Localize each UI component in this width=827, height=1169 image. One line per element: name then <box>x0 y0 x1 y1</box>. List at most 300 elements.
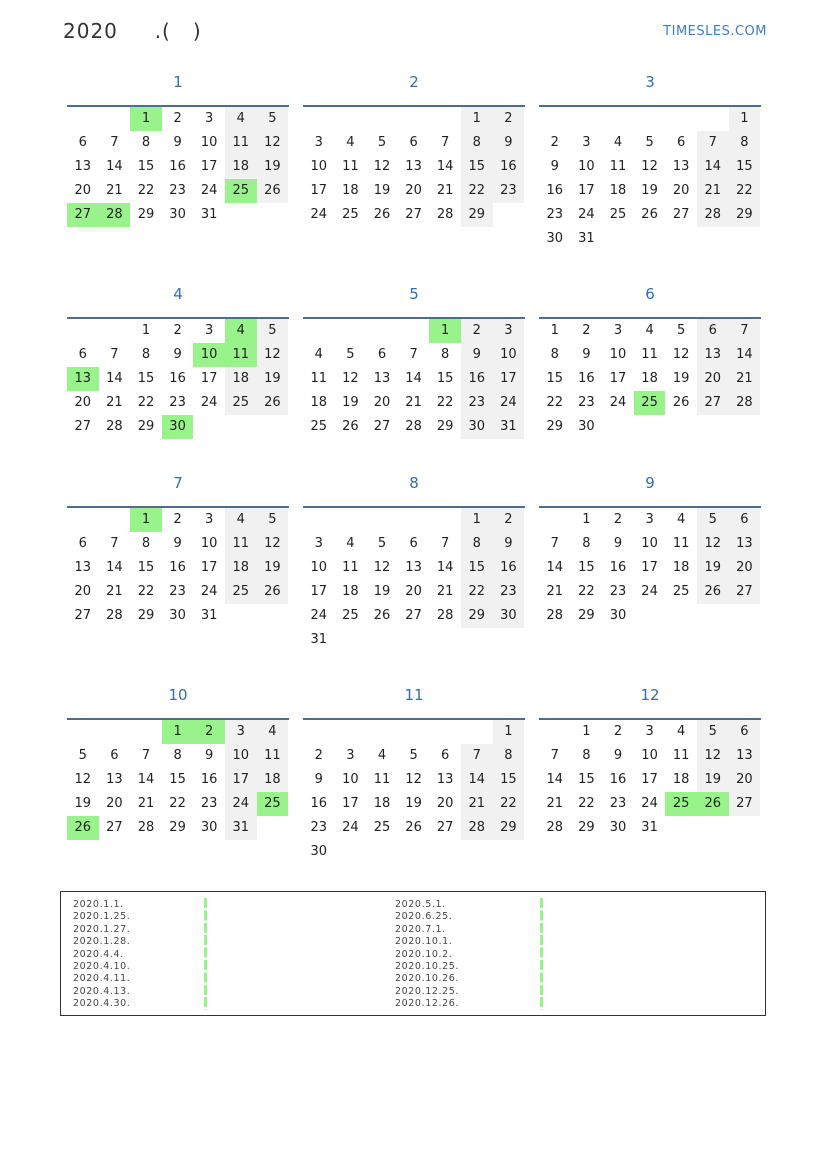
empty-cell <box>257 415 289 439</box>
month-day-grid <box>67 508 289 628</box>
day-cell: 26 <box>257 179 289 203</box>
month-day-grid <box>67 720 289 840</box>
day-cell: 3 <box>225 720 257 744</box>
day-cell: 28 <box>546 820 564 835</box>
day-cell: 24 <box>200 584 218 599</box>
day-cell: 24 <box>493 391 525 415</box>
day-cell: 28 <box>405 419 422 434</box>
month-day-grid <box>67 107 289 227</box>
day-cell: 28 <box>436 608 454 623</box>
day-cell: 20 <box>697 367 729 391</box>
day-cell: 12 <box>373 560 391 575</box>
day-cell: 24 <box>200 395 218 410</box>
day-cell: 31 <box>200 207 218 222</box>
day-cell: 26 <box>257 391 289 415</box>
day-cell: 16 <box>609 560 627 575</box>
day-cell: 20 <box>74 395 92 410</box>
day-cell: 29 <box>137 608 155 623</box>
day-cell: 29 <box>169 820 186 835</box>
day-cell: 2 <box>613 724 623 739</box>
empty-cell <box>461 840 493 864</box>
day-cell: 18 <box>342 183 359 198</box>
month-title: 4 <box>173 285 183 303</box>
day-cell: 10 <box>193 343 225 367</box>
empty-cell <box>366 720 398 744</box>
day-cell: 4 <box>613 135 623 150</box>
day-cell: 26 <box>342 419 359 434</box>
day-cell: 12 <box>697 532 729 556</box>
empty-cell <box>335 107 367 131</box>
day-cell: 10 <box>578 159 595 174</box>
empty-cell <box>493 840 525 864</box>
day-cell: 20 <box>106 796 123 811</box>
month-4 <box>67 284 289 439</box>
day-cell: 11 <box>257 744 289 768</box>
day-cell: 29 <box>578 820 595 835</box>
holiday-date: 2020.12.26. <box>395 998 460 1010</box>
empty-cell <box>697 415 729 439</box>
empty-cell <box>366 508 398 532</box>
day-cell: 28 <box>729 391 761 415</box>
day-cell: 11 <box>672 536 690 551</box>
holiday-date: 2020.4.11. <box>73 973 131 985</box>
day-cell: 3 <box>205 512 214 527</box>
holiday-list-left <box>73 899 130 1011</box>
day-cell: 13 <box>373 371 391 386</box>
day-cell: 24 <box>641 584 658 599</box>
holiday-date: 2020.6.25. <box>395 911 453 923</box>
empty-cell <box>335 319 367 343</box>
day-cell: 9 <box>493 131 525 155</box>
day-cell: 30 <box>169 608 186 623</box>
day-cell: 6 <box>377 347 387 362</box>
empty-cell <box>429 628 461 652</box>
month-title: 7 <box>173 474 183 492</box>
day-cell: 3 <box>205 323 214 338</box>
day-cell: 25 <box>634 391 666 415</box>
day-cell: 5 <box>257 107 289 131</box>
month-5 <box>303 284 525 439</box>
day-cell: 20 <box>74 183 92 198</box>
empty-cell <box>130 720 162 744</box>
day-cell: 30 <box>578 419 595 434</box>
month-3 <box>539 72 761 251</box>
day-cell: 13 <box>436 772 454 787</box>
empty-cell <box>665 415 697 439</box>
day-cell: 18 <box>225 556 257 580</box>
day-cell: 23 <box>578 395 595 410</box>
day-cell: 1 <box>130 107 162 131</box>
day-cell: 24 <box>225 792 257 816</box>
empty-cell <box>67 319 99 343</box>
empty-cell <box>539 107 571 131</box>
day-cell: 25 <box>373 820 391 835</box>
day-cell: 29 <box>436 419 454 434</box>
day-cell: 5 <box>377 536 387 551</box>
day-cell: 16 <box>461 367 493 391</box>
day-cell: 14 <box>546 560 564 575</box>
day-cell: 26 <box>67 816 99 840</box>
day-cell: 28 <box>461 816 493 840</box>
day-cell: 25 <box>225 580 257 604</box>
month-title: 6 <box>645 285 655 303</box>
day-cell: 9 <box>205 748 214 763</box>
day-cell: 5 <box>645 135 654 150</box>
day-cell: 19 <box>405 796 422 811</box>
day-cell: 18 <box>257 768 289 792</box>
empty-cell <box>729 816 761 840</box>
day-cell: 23 <box>461 391 493 415</box>
day-cell: 2 <box>613 512 623 527</box>
day-cell: 15 <box>729 155 761 179</box>
day-cell: 17 <box>641 772 658 787</box>
empty-cell <box>366 319 398 343</box>
day-cell: 4 <box>257 720 289 744</box>
day-cell: 23 <box>609 796 627 811</box>
day-cell: 15 <box>436 371 454 386</box>
day-cell: 2 <box>461 319 493 343</box>
day-cell: 14 <box>405 371 422 386</box>
empty-cell <box>225 203 257 227</box>
empty-cell <box>539 720 571 744</box>
month-day-grid <box>303 107 525 227</box>
day-cell: 3 <box>314 135 323 150</box>
day-cell: 19 <box>672 371 690 386</box>
day-cell: 19 <box>257 556 289 580</box>
empty-cell <box>225 604 257 628</box>
day-cell: 8 <box>441 347 450 362</box>
month-11 <box>303 685 525 864</box>
day-cell: 17 <box>310 183 328 198</box>
day-cell: 30 <box>169 207 186 222</box>
day-cell: 7 <box>550 536 559 551</box>
empty-cell <box>366 840 398 864</box>
holiday-date: 2020.1.27. <box>73 923 131 935</box>
day-cell: 10 <box>200 536 218 551</box>
day-cell: 8 <box>550 347 559 362</box>
day-cell: 22 <box>137 395 155 410</box>
day-cell: 2 <box>173 111 182 126</box>
day-cell: 14 <box>546 772 564 787</box>
day-cell: 2 <box>493 107 525 131</box>
day-cell: 12 <box>257 532 289 556</box>
day-cell: 15 <box>546 371 564 386</box>
day-cell: 15 <box>578 772 595 787</box>
day-cell: 1 <box>461 508 493 532</box>
title-suffix: .( ) <box>117 19 202 43</box>
empty-cell <box>99 508 131 532</box>
day-cell: 26 <box>697 580 729 604</box>
day-cell: 1 <box>582 512 591 527</box>
empty-cell <box>539 508 571 532</box>
empty-cell <box>335 720 367 744</box>
empty-cell <box>697 604 729 628</box>
holiday-date: 2020.10.25. <box>395 960 460 972</box>
day-cell: 29 <box>137 419 155 434</box>
day-cell: 26 <box>373 207 391 222</box>
day-cell: 14 <box>461 768 493 792</box>
day-cell: 4 <box>225 107 257 131</box>
month-8 <box>303 473 525 652</box>
day-cell: 12 <box>672 347 690 362</box>
day-cell: 20 <box>405 584 422 599</box>
day-cell: 23 <box>493 580 525 604</box>
day-cell: 6 <box>78 135 87 150</box>
holiday-marker-right <box>540 898 543 1010</box>
empty-cell <box>67 720 99 744</box>
day-cell: 27 <box>405 207 422 222</box>
empty-cell <box>634 107 666 131</box>
day-cell: 23 <box>546 207 564 222</box>
month-day-grid <box>539 720 761 840</box>
day-cell: 22 <box>578 796 595 811</box>
empty-cell <box>398 720 430 744</box>
empty-cell <box>99 319 131 343</box>
empty-cell <box>335 840 367 864</box>
day-cell: 7 <box>441 536 450 551</box>
empty-cell <box>335 508 367 532</box>
month-title: 8 <box>409 474 419 492</box>
empty-cell <box>571 107 603 131</box>
day-cell: 18 <box>225 367 257 391</box>
month-title: 10 <box>168 686 188 704</box>
holiday-date: 2020.4.4. <box>73 948 124 960</box>
empty-cell <box>303 319 335 343</box>
day-cell: 8 <box>141 536 151 551</box>
day-cell: 27 <box>106 820 123 835</box>
month-day-grid <box>539 319 761 439</box>
day-cell: 15 <box>137 560 155 575</box>
day-cell: 16 <box>169 371 186 386</box>
month-1 <box>67 72 289 227</box>
day-cell: 25 <box>225 391 257 415</box>
day-cell: 27 <box>436 820 454 835</box>
day-cell: 18 <box>342 584 359 599</box>
day-cell: 17 <box>200 560 218 575</box>
day-cell: 26 <box>697 792 729 816</box>
day-cell: 9 <box>173 135 182 150</box>
month-title: 9 <box>645 474 655 492</box>
day-cell: 14 <box>106 560 123 575</box>
day-cell: 6 <box>677 135 686 150</box>
day-cell: 6 <box>78 536 87 551</box>
day-cell: 21 <box>106 584 123 599</box>
day-cell: 16 <box>169 560 186 575</box>
day-cell: 23 <box>493 179 525 203</box>
day-cell: 10 <box>225 744 257 768</box>
day-cell: 1 <box>582 724 591 739</box>
month-day-grid <box>539 508 761 628</box>
day-cell: 11 <box>225 131 257 155</box>
day-cell: 28 <box>106 419 123 434</box>
holiday-date: 2020.1.25. <box>73 911 131 923</box>
day-cell: 13 <box>74 159 92 174</box>
day-cell: 23 <box>169 395 186 410</box>
holiday-marker-left <box>204 898 207 1010</box>
day-cell: 8 <box>729 131 761 155</box>
day-cell: 10 <box>641 536 658 551</box>
month-2 <box>303 72 525 227</box>
day-cell: 1 <box>162 720 194 744</box>
day-cell: 17 <box>609 371 627 386</box>
empty-cell <box>665 107 697 131</box>
day-cell: 23 <box>169 183 186 198</box>
day-cell: 6 <box>78 347 87 362</box>
day-cell: 8 <box>141 347 151 362</box>
day-cell: 14 <box>436 159 454 174</box>
month-title: 12 <box>640 686 660 704</box>
day-cell: 9 <box>613 536 623 551</box>
day-cell: 15 <box>169 772 186 787</box>
day-cell: 18 <box>225 155 257 179</box>
day-cell: 16 <box>493 155 525 179</box>
day-cell: 7 <box>729 319 761 343</box>
day-cell: 9 <box>314 772 323 787</box>
day-cell: 1 <box>729 107 761 131</box>
day-cell: 13 <box>106 772 123 787</box>
day-cell: 21 <box>729 367 761 391</box>
day-cell: 24 <box>200 183 218 198</box>
day-cell: 22 <box>729 179 761 203</box>
day-cell: 22 <box>436 395 454 410</box>
day-cell: 29 <box>493 816 525 840</box>
day-cell: 19 <box>373 183 391 198</box>
day-cell: 1 <box>429 319 461 343</box>
day-cell: 25 <box>672 584 690 599</box>
day-cell: 21 <box>461 792 493 816</box>
day-cell: 29 <box>461 604 493 628</box>
day-cell: 18 <box>672 560 690 575</box>
day-cell: 14 <box>729 343 761 367</box>
day-cell: 12 <box>257 343 289 367</box>
day-cell: 14 <box>106 371 123 386</box>
day-cell: 10 <box>310 159 328 174</box>
day-cell: 5 <box>409 748 418 763</box>
empty-cell <box>634 227 666 251</box>
day-cell: 11 <box>672 748 690 763</box>
day-cell: 12 <box>257 131 289 155</box>
day-cell: 24 <box>310 207 328 222</box>
day-cell: 28 <box>436 207 454 222</box>
empty-cell <box>398 107 430 131</box>
empty-cell <box>429 508 461 532</box>
day-cell: 19 <box>342 395 359 410</box>
day-cell: 6 <box>729 720 761 744</box>
day-cell: 21 <box>546 584 564 599</box>
day-cell: 19 <box>641 183 658 198</box>
day-cell: 20 <box>729 768 761 792</box>
day-cell: 2 <box>314 748 323 763</box>
empty-cell <box>67 107 99 131</box>
day-cell: 24 <box>609 395 627 410</box>
day-cell: 1 <box>130 508 162 532</box>
empty-cell <box>634 415 666 439</box>
day-cell: 7 <box>141 748 151 763</box>
day-cell: 6 <box>409 536 418 551</box>
empty-cell <box>602 415 634 439</box>
brand-link[interactable]: TIMESLES.COM <box>663 24 767 39</box>
day-cell: 15 <box>578 560 595 575</box>
empty-cell <box>398 840 430 864</box>
day-cell: 30 <box>162 415 194 439</box>
day-cell: 16 <box>169 159 186 174</box>
day-cell: 25 <box>342 207 359 222</box>
empty-cell <box>99 720 131 744</box>
day-cell: 21 <box>436 183 454 198</box>
day-cell: 28 <box>106 608 123 623</box>
day-cell: 2 <box>493 508 525 532</box>
day-cell: 19 <box>257 155 289 179</box>
day-cell: 27 <box>373 419 391 434</box>
day-cell: 13 <box>729 744 761 768</box>
day-cell: 22 <box>493 792 525 816</box>
day-cell: 21 <box>137 796 155 811</box>
day-cell: 14 <box>137 772 155 787</box>
day-cell: 4 <box>645 323 654 338</box>
day-cell: 29 <box>578 608 595 623</box>
day-cell: 7 <box>110 347 119 362</box>
day-cell: 22 <box>137 183 155 198</box>
day-cell: 12 <box>697 744 729 768</box>
month-day-grid <box>539 107 761 251</box>
day-cell: 17 <box>342 796 359 811</box>
day-cell: 11 <box>641 347 658 362</box>
day-cell: 26 <box>672 395 690 410</box>
day-cell: 13 <box>405 560 422 575</box>
day-cell: 13 <box>729 532 761 556</box>
day-cell: 20 <box>672 183 690 198</box>
day-cell: 14 <box>697 155 729 179</box>
day-cell: 26 <box>405 820 422 835</box>
day-cell: 15 <box>493 768 525 792</box>
day-cell: 18 <box>373 796 391 811</box>
day-cell: 15 <box>137 371 155 386</box>
day-cell: 11 <box>310 371 328 386</box>
day-cell: 10 <box>200 135 218 150</box>
day-cell: 27 <box>697 391 729 415</box>
empty-cell <box>398 319 430 343</box>
day-cell: 11 <box>342 560 359 575</box>
day-cell: 12 <box>641 159 658 174</box>
day-cell: 8 <box>461 131 493 155</box>
day-cell: 19 <box>697 556 729 580</box>
day-cell: 5 <box>78 748 87 763</box>
day-cell: 30 <box>609 820 627 835</box>
empty-cell <box>665 604 697 628</box>
day-cell: 3 <box>314 536 323 551</box>
day-cell: 7 <box>697 131 729 155</box>
day-cell: 8 <box>582 536 591 551</box>
day-cell: 17 <box>641 560 658 575</box>
empty-cell <box>366 107 398 131</box>
day-cell: 21 <box>106 395 123 410</box>
day-cell: 17 <box>200 159 218 174</box>
day-cell: 30 <box>609 608 627 623</box>
empty-cell <box>398 628 430 652</box>
day-cell: 9 <box>173 536 182 551</box>
day-cell: 14 <box>436 560 454 575</box>
month-title: 3 <box>645 73 655 91</box>
day-cell: 23 <box>609 584 627 599</box>
empty-cell <box>697 227 729 251</box>
month-title: 1 <box>173 73 183 91</box>
empty-cell <box>729 604 761 628</box>
day-cell: 31 <box>493 415 525 439</box>
day-cell: 3 <box>346 748 355 763</box>
day-cell: 22 <box>578 584 595 599</box>
day-cell: 18 <box>641 371 658 386</box>
day-cell: 29 <box>137 207 155 222</box>
